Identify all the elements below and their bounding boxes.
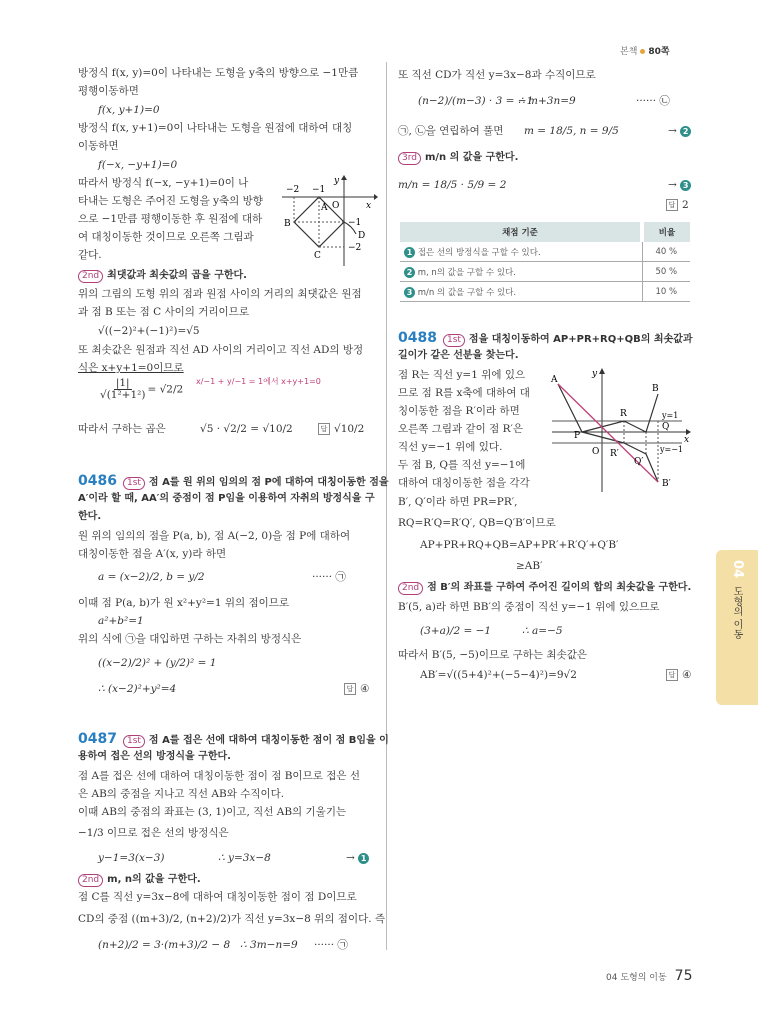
equation: ≥AB′ [516,560,543,572]
text-line: 두 점 B, Q를 직선 y=−1에 [398,459,526,471]
text-line: 위의 그림의 도형 위의 점과 원점 사이의 거리의 최댓값은 원점 [78,288,362,300]
graph-reflection [548,366,694,494]
step-title: m, n의 값을 구한다. [107,874,201,885]
arrow-icon: → [668,179,677,191]
point-d-label: D [358,231,366,241]
equation: ∴ (x−2)²+y²=4 [98,683,177,695]
text-line: 따라서 방정식 f(−x, −y+1)=0이 나 [78,177,249,189]
point-a-label: A [551,375,558,385]
text-line: 과 점 B 또는 점 C 사이의 거리이므로 [78,306,249,318]
step-title: 최댓값과 최솟값의 곱을 구한다. [107,270,247,281]
step-badge: 1st [443,334,465,347]
text-line: 타내는 도형은 주어진 도형을 y축의 방향 [78,195,263,207]
text-line: 이때 점 P(a, b)가 원 x²+y²=1 위의 점이므로 [78,597,290,609]
equation: f(−x, −y+1)=0 [98,159,178,171]
text-line: 점 C를 직선 y=3x−8에 대하여 대칭이동한 점이 점 D이므로 [78,891,357,903]
x-label: x [366,201,372,211]
equation: ∴ 3m−n=9 [240,939,298,951]
step-marker-icon: 2 [680,126,691,137]
tick-label: −2 [348,243,362,253]
rhs: = √2/2 [147,383,184,396]
chapter-label: 도형의 이동 [731,586,742,640]
equation-tag: ······ ㉠ [312,571,346,583]
step-badge: 3rd [398,152,421,165]
point-q-label: Q [662,422,670,432]
step-marker-icon: 1 [404,247,415,258]
text-line: 직선 y=−1 위에 있다. [398,441,503,453]
text-line: ㉠, ㉡을 연립하여 풀면 [398,125,504,137]
equation: ((x−2)/2)² + (y/2)² = 1 [98,657,217,669]
step-title: 용하여 접은 선의 방정식을 구한다. [78,751,231,762]
text-line: B′, Q′이라 하면 PR=PR′, [398,496,518,508]
step-marker-icon: 3 [404,287,415,298]
question-number: 0488 [398,330,437,346]
column-divider [386,62,387,950]
text-line: 대칭이동한 점을 A′(x, y)라 하면 [78,548,227,560]
table-header: 채점 기준 [400,222,642,242]
equation: a²+b²=1 [98,615,144,627]
point-r-prime-label: R′ [610,449,619,459]
fraction [100,378,145,401]
point-q-prime-label: Q′ [634,457,644,467]
arrow-icon: → [668,125,677,137]
equation: (n+2)/2 = 3·(m+3)/2 − 8 [98,939,231,951]
text-line: 이동하면 [78,140,119,152]
step-heading [398,580,691,595]
equation: ∴ m+3n=9 [518,95,576,107]
table-row [400,282,690,302]
equation: √5 · √2/2 = √10/2 [200,423,293,435]
text-line: 여 대칭이동한 것이므로 오른쪽 그림과 [78,231,254,243]
text-line: B′(5, a)라 하면 BB′의 중점이 직선 y=−1 위에 있으므로 [398,601,660,613]
text-line: 칭이동한 점을 R′이라 하면 [398,405,520,417]
segment-ab-prime [558,384,658,482]
graph-square [274,172,378,266]
y-axis-arrow [341,175,347,180]
book-label: 본책 [620,47,638,57]
answer-value: ④ [360,683,370,695]
table-header: 비율 [642,222,690,242]
point-b-label: B [284,219,291,229]
footer-chapter: 04 도형의 이동 [606,973,667,983]
tick-label: −1 [312,185,326,195]
page-number: 75 [674,968,693,984]
step-title: m/n 의 값을 구한다. [424,152,519,163]
x-axis-arrow [374,194,378,200]
text-line: −1/3 이므로 접은 선의 방정식은 [78,827,229,839]
point-c-label: C [314,251,321,261]
text-line: 식은 x+y+1=0이므로 [78,362,184,374]
table-row [400,262,690,282]
table-row [400,242,690,262]
equation: ∴ y=3x−8 [218,852,271,864]
equation: AB′=√((5+4)²+(−5−4)²)=9√2 [420,669,577,681]
step-title: 점 A를 접은 선에 대하여 대칭이동한 점이 점 B임을 이 [148,735,389,746]
text-line: 또 최솟값은 원점과 직선 AD 사이의 거리이고 직선 AD의 방정 [78,344,364,356]
path-reflected [582,432,658,482]
text-line: 이때 AB의 중점의 좌표는 (3, 1)이고, 직선 AB의 기울기는 [78,806,347,818]
side-note: x/−1 + y/−1 = 1에서 x+y+1=0 [196,377,321,386]
line-label: y=1 [662,411,679,420]
scoring-table [400,222,690,302]
page-reference [620,44,670,57]
step-heading [398,150,518,165]
point-p-label: P [574,431,581,441]
text-line: RQ=R′Q=R′Q′, QB=Q′B′이므로 [398,517,556,529]
question-heading [78,474,389,490]
text-line: 오른쪽 그림과 같이 점 R′은 [398,423,524,435]
answer-icon: 답 [344,683,356,695]
question-number: 0487 [78,731,117,747]
tick-label: −2 [286,185,300,195]
step-badge: 1st [123,477,145,490]
question-number: 0486 [78,473,117,489]
step-badge: 2nd [78,874,103,887]
equation: m = 18/5, n = 9/5 [524,125,619,137]
text-line: 으로 −1만큼 평행이동한 후 원점에 대하 [78,213,263,225]
page-ref: 80쪽 [648,47,670,57]
path-apqrb [558,384,658,432]
denominator: √(1²+1²) [100,389,146,401]
y-label: y [592,369,598,379]
equation-tag: ······ ㉡ [636,95,670,107]
origin-label: O [592,447,600,457]
step-title: 점 A를 원 위의 임의의 점 P에 대하여 대칭이동한 점을 [148,477,389,488]
question-heading [398,331,693,347]
answer-icon: 답 [666,669,678,681]
step-marker-icon: 3 [680,180,691,191]
text-line: 므로 점 R를 x축에 대하여 대 [398,387,530,399]
step-title: 점 B′의 좌표를 구하여 주어진 길이의 합의 최솟값을 구한다. [427,582,692,593]
answer-icon: 답 [318,423,330,435]
point-a-label: A [321,203,328,213]
text-line: 위의 식에 ㉠을 대입하면 구하는 자취의 방정식은 [78,633,302,645]
percentage: 10 % [642,282,690,302]
text-line: 평행이동하면 [78,85,139,97]
equation: √((−2)²+(−1)²)=√5 [98,325,200,337]
equation: y−1=3(x−3) [98,852,165,864]
step-badge: 2nd [398,582,423,595]
criterion: 접은 선의 방정식을 구할 수 있다. [417,247,541,258]
text-line: 따라서 구하는 곱은 [78,423,166,435]
y-label: y [334,176,340,186]
text-line: 점 A를 접은 선에 대하여 대칭이동한 점이 점 B이므로 접은 선 [78,770,360,782]
question-heading [78,732,389,748]
step-title: 길이가 같은 선분을 찾는다. [398,350,519,361]
answer-value: √10/2 [334,423,365,435]
answer-value: 2 [682,199,689,211]
text-line: 은 AB의 중점을 지나고 직선 AB와 수직이다. [78,788,285,800]
equation: (n−2)/(m−3) · 3 = −1 [418,95,534,107]
step-title: 한다. [78,511,102,522]
text-line: 원 위의 임의의 점을 P(a, b), 점 A(−2, 0)을 점 P에 대하여 [78,530,351,542]
arrow-icon: → [346,852,355,864]
text-line: 같다. [78,249,102,261]
step-title: 점을 대칭이동하여 AP+PR+RQ+QB의 최솟값과 [468,334,693,345]
x-label: x [684,435,690,445]
answer-value: ④ [682,669,692,681]
text-line: 대하여 대칭이동한 점을 각각 [398,477,530,489]
answer-icon: 답 [666,199,678,211]
dot-icon [640,49,645,54]
y-axis-arrow [599,368,605,374]
text-line: 따라서 B′(5, −5)이므로 구하는 최솟값은 [398,649,587,661]
chapter-number: 04 [730,560,745,579]
point-b-label: B [652,384,659,394]
point-r-label: R [620,409,627,419]
text-line: 방정식 f(x, y)=0이 나타내는 도형을 y축의 방향으로 −1만큼 [78,67,359,79]
text-line: CD의 중점 ((m+3)/2, (n+2)/2)가 직선 y=3x−8 위의 점이다. 즉 [78,913,386,925]
step-heading [78,872,201,887]
equation-tag: ······ ㉠ [314,939,348,951]
step-heading [78,268,247,283]
criterion: m, n의 값을 구할 수 있다. [417,267,516,278]
numerator: |1| [115,377,130,389]
step-marker-icon: 2 [404,267,415,278]
step-marker-icon: 1 [358,853,369,864]
equation: f(x, y+1)=0 [98,104,160,116]
equation: ∴ a=−5 [522,625,563,637]
percentage: 50 % [642,262,690,282]
page-footer [606,968,692,984]
criterion: m/n 의 값을 구할 수 있다. [417,287,517,298]
point-b-prime-label: B′ [662,479,671,489]
equation [98,378,183,401]
equation: m/n = 18/5 · 5/9 = 2 [398,179,507,191]
chapter-tab[interactable] [716,550,758,705]
tick-label: −1 [348,218,362,228]
text-line: 또 직선 CD가 직선 y=3x−8과 수직이므로 [398,69,596,81]
text-line: 방정식 f(x, y+1)=0이 나타내는 도형을 원점에 대하여 대칭 [78,122,353,134]
line-label: y=−1 [660,445,684,454]
step-title: A′이라 할 때, AA′의 중점이 점 P임을 이용하여 자취의 방정식을 구 [78,493,375,504]
origin-label: O [332,201,340,211]
equation: AP+PR+RQ+QB=AP+PR′+R′Q′+Q′B′ [420,539,619,551]
step-badge: 2nd [78,270,103,283]
step-badge: 1st [123,735,145,748]
equation: (3+a)/2 = −1 [420,625,492,637]
text-line: 점 R는 직선 y=1 위에 있으 [398,369,526,381]
equation: a = (x−2)/2, b = y/2 [98,571,205,583]
percentage: 40 % [642,242,690,262]
